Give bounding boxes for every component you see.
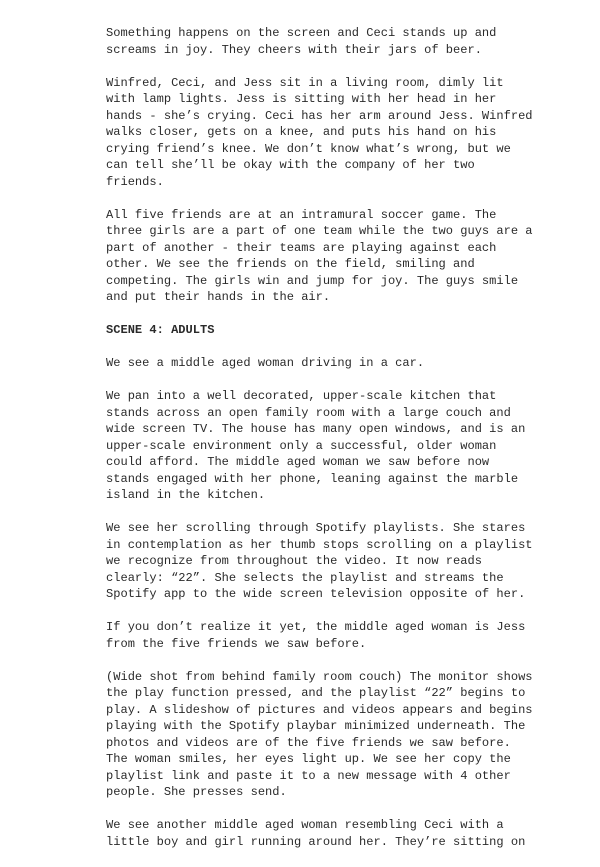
script-line: clearly: “22”. She selects the playlist and streams the — [106, 570, 504, 585]
script-line: and put their hands in the air. — [106, 290, 331, 304]
action-paragraph-celebration — [106, 25, 536, 58]
script-line: friends. — [106, 174, 164, 189]
action-paragraph-ceci — [106, 817, 536, 850]
script-line: wide screen TV. The house has many open windows, and is an — [106, 422, 526, 436]
script-line: screams in joy. They cheers with their jars of beer. — [106, 42, 482, 57]
script-line: little boy and girl running around her. They’re sitting on — [106, 834, 526, 849]
script-line: crying friend’s knee. We don’t know what’s wrong, but we — [106, 141, 511, 156]
script-line: other. We see the friends on the field, smiling and — [106, 257, 475, 271]
script-line: stands across an open family room with a large couch and — [106, 405, 511, 420]
action-paragraph-driving — [106, 355, 536, 372]
script-line: Spotify app to the wide screen television opposite of her. — [106, 587, 526, 601]
script-line: (Wide shot from behind family room couch) The monitor shows — [106, 669, 533, 684]
action-paragraph-wide-shot — [106, 669, 536, 801]
script-line: photos and videos are of the five friends we saw before. — [106, 735, 511, 750]
script-line: in contemplation as her thumb stops scrolling on a playlist — [106, 537, 533, 552]
script-line: competing. The girls win and jump for joy. The guys smile — [106, 273, 519, 288]
script-line: from the five friends we saw before. — [106, 636, 367, 651]
action-paragraph-reveal — [106, 619, 536, 652]
action-paragraph-soccer — [106, 207, 536, 306]
script-line: We see another middle aged woman resembling Ceci with a — [106, 818, 504, 832]
script-line: We see a middle aged woman driving in a car. — [106, 356, 425, 370]
script-line: playlist link and paste it to a new message with 4 other — [106, 768, 511, 783]
action-paragraph-spotify — [106, 520, 536, 603]
script-line: the play function pressed, and the playlist “22” begins to — [106, 686, 526, 700]
script-line: stands engaged with her phone, leaning against the marble — [106, 471, 519, 486]
action-paragraph-kitchen — [106, 388, 536, 504]
script-line: can tell she’ll be okay with the company of her two — [106, 158, 475, 172]
action-paragraph-living-room — [106, 75, 536, 191]
script-line: We see her scrolling through Spotify playlists. She stares — [106, 521, 526, 535]
script-line: walks closer, gets on a knee, and puts his hand on his — [106, 125, 497, 139]
script-line: The woman smiles, her eyes light up. We see her copy the — [106, 752, 511, 766]
script-line: play. A slideshow of pictures and videos appears and begins — [106, 702, 533, 717]
script-line: island in the kitchen. — [106, 488, 266, 502]
script-line: we recognize from throughout the video. It now reads — [106, 554, 482, 568]
script-line: playing with the Spotify playbar minimized underneath. The — [106, 719, 526, 733]
script-line: Something happens on the screen and Ceci stands up and — [106, 26, 497, 40]
script-line: If you don’t realize it yet, the middle aged woman is Jess — [106, 620, 526, 634]
script-line: with lamp lights. Jess is sitting with her head in her — [106, 92, 497, 106]
script-line: We pan into a well decorated, upper-scale kitchen that — [106, 389, 497, 403]
script-line: three girls are a part of one team while the two guys are a — [106, 224, 533, 238]
script-line: hands - she’s crying. Ceci has her arm around Jess. Winfred — [106, 108, 533, 123]
script-line: upper-scale environment only a successful, older woman — [106, 438, 497, 453]
script-line: All five friends are at an intramural soccer game. The — [106, 207, 497, 222]
scene-heading: SCENE 4: ADULTS — [106, 323, 215, 337]
script-line: could afford. The middle aged woman we saw before now — [106, 455, 490, 469]
script-line: part of another - their teams are playing against each — [106, 240, 497, 255]
script-line: people. She presses send. — [106, 785, 287, 799]
script-line: Winfred, Ceci, and Jess sit in a living room, dimly lit — [106, 75, 504, 90]
script-body — [106, 25, 536, 867]
